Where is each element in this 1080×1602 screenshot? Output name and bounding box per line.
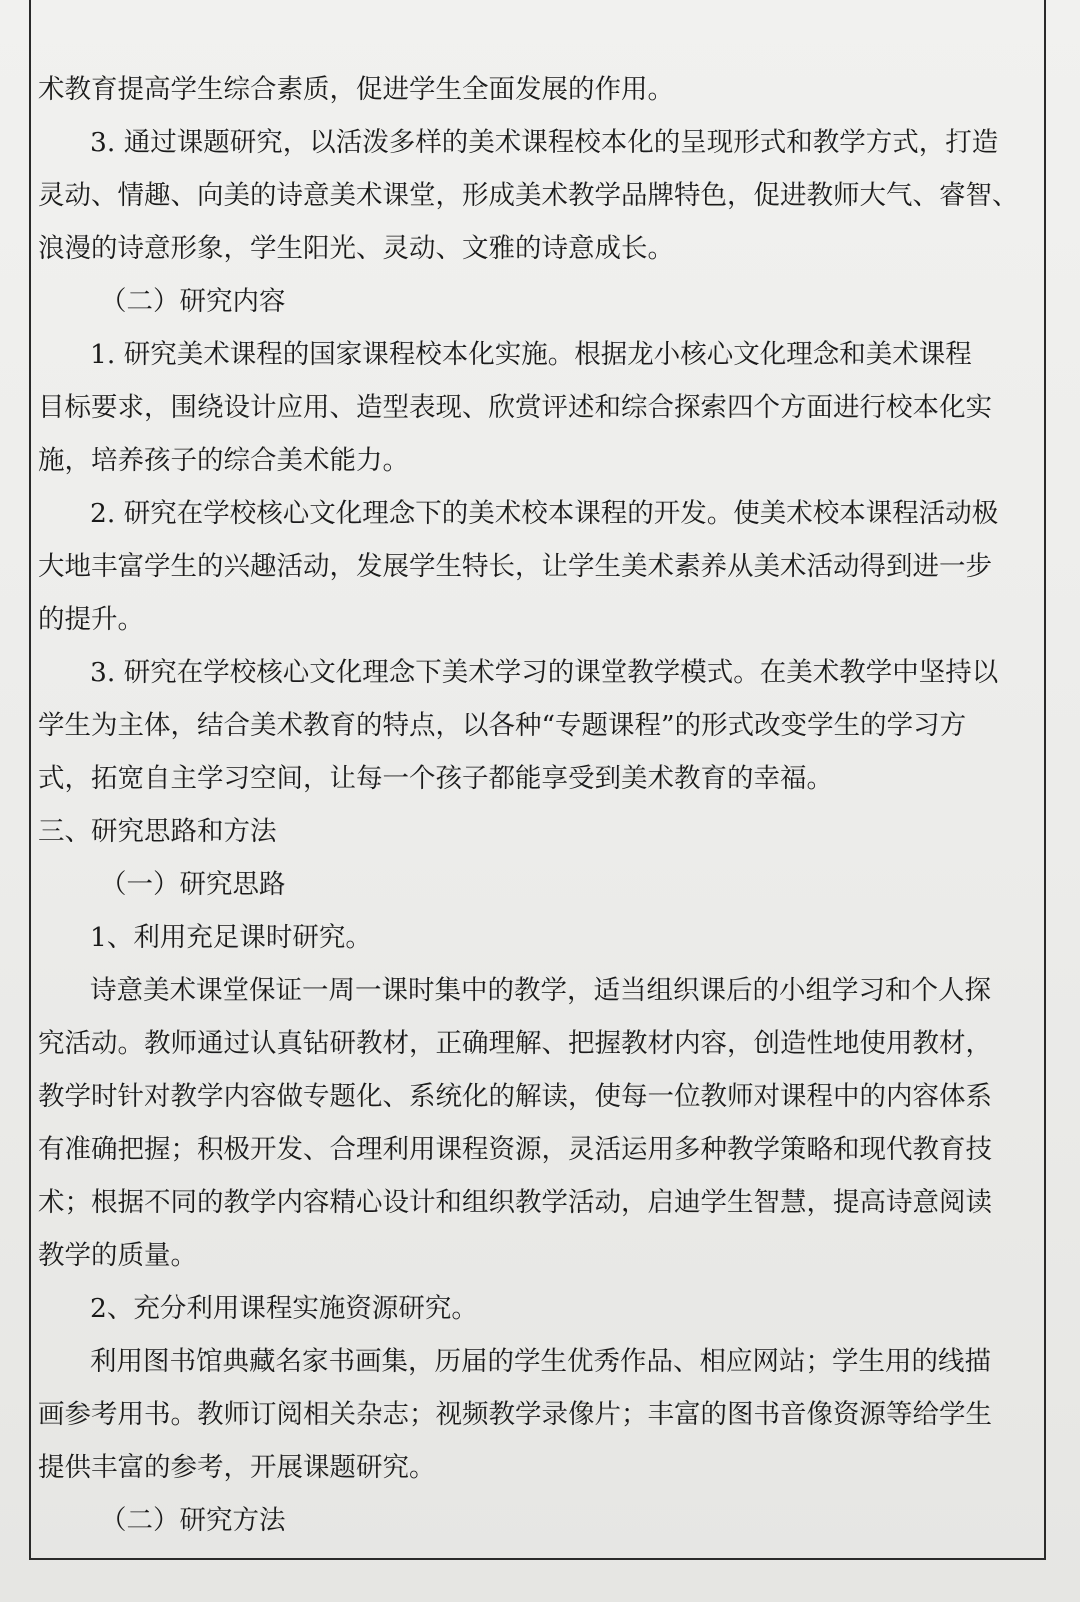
text-line: 有准确把握；积极开发、合理利用课程资源，灵活运用多种教学策略和现代教育技 — [38, 1134, 992, 1165]
text-line: 1. 研究美术课程的国家课程校本化实施。根据龙小核心文化理念和美术课程 — [90, 339, 972, 370]
subsection-heading — [38, 1494, 1028, 1547]
paragraph — [38, 911, 1028, 964]
paragraph — [38, 63, 1028, 116]
text-line: （二）研究方法 — [100, 1505, 286, 1536]
text-line: 术教育提高学生综合素质，促进学生全面发展的作用。 — [38, 74, 674, 105]
paragraph — [38, 646, 1028, 805]
paragraph — [38, 1335, 1028, 1494]
text-line: 3. 研究在学校核心文化理念下美术学习的课堂教学模式。在美术教学中坚持以 — [90, 657, 999, 688]
text-line: 浪漫的诗意形象，学生阳光、灵动、文雅的诗意成长。 — [38, 233, 674, 264]
text-line: 画参考用书。教师订阅相关杂志；视频教学录像片；丰富的图书音像资源等给学生 — [38, 1399, 992, 1430]
text-line: 目标要求，围绕设计应用、造型表现、欣赏评述和综合探索四个方面进行校本化实 — [38, 392, 992, 423]
text-line: 的提升。 — [38, 604, 144, 635]
text-line: 2. 研究在学校核心文化理念下的美术校本课程的开发。使美术校本课程活动极 — [90, 498, 999, 529]
text-line: 式，拓宽自主学习空间，让每一个孩子都能享受到美术教育的幸福。 — [38, 763, 833, 794]
text-line: 诗意美术课堂保证一周一课时集中的教学，适当组织课后的小组学习和个人探 — [90, 975, 991, 1006]
text-line: 施，培养孩子的综合美术能力。 — [38, 445, 409, 476]
text-line: 术；根据不同的教学内容精心设计和组织教学活动，启迪学生智慧，提高诗意阅读 — [38, 1187, 992, 1218]
text-line: （一）研究思路 — [100, 869, 286, 900]
text-line: 提供丰富的参考，开展课题研究。 — [38, 1452, 436, 1483]
text-line: 2、充分利用课程实施资源研究。 — [90, 1293, 478, 1324]
subsection-heading — [38, 858, 1028, 911]
text-line: 3. 通过课题研究，以活泼多样的美术课程校本化的呈现形式和教学方式，打造 — [90, 127, 999, 158]
text-line: 三、研究思路和方法 — [38, 816, 277, 847]
text-line: 灵动、情趣、向美的诗意美术课堂，形成美术教学品牌特色，促进教师大气、睿智、 — [38, 180, 1019, 211]
paragraph — [38, 116, 1028, 275]
paragraph — [38, 1282, 1028, 1335]
paragraph — [38, 964, 1028, 1282]
text-line: 1、利用充足课时研究。 — [90, 922, 372, 953]
text-line: 教学时针对教学内容做专题化、系统化的解读，使每一位教师对课程中的内容体系 — [38, 1081, 992, 1112]
subsection-heading — [38, 275, 1028, 328]
text-line: 教学的质量。 — [38, 1240, 197, 1271]
text-line: 利用图书馆典藏名家书画集，历届的学生优秀作品、相应网站；学生用的线描 — [90, 1346, 991, 1377]
paragraph — [38, 328, 1028, 487]
section-heading — [38, 805, 1028, 858]
text-line: 究活动。教师通过认真钻研教材，正确理解、把握教材内容，创造性地使用教材， — [38, 1028, 992, 1059]
paragraph — [38, 487, 1028, 646]
text-line: 大地丰富学生的兴趣活动，发展学生特长，让学生美术素养从美术活动得到进一步 — [38, 551, 992, 582]
text-line: 学生为主体，结合美术教育的特点，以各种“专题课程”的形式改变学生的学习方 — [38, 710, 967, 741]
document-body — [38, 63, 1028, 1547]
text-line: （二）研究内容 — [100, 286, 286, 317]
